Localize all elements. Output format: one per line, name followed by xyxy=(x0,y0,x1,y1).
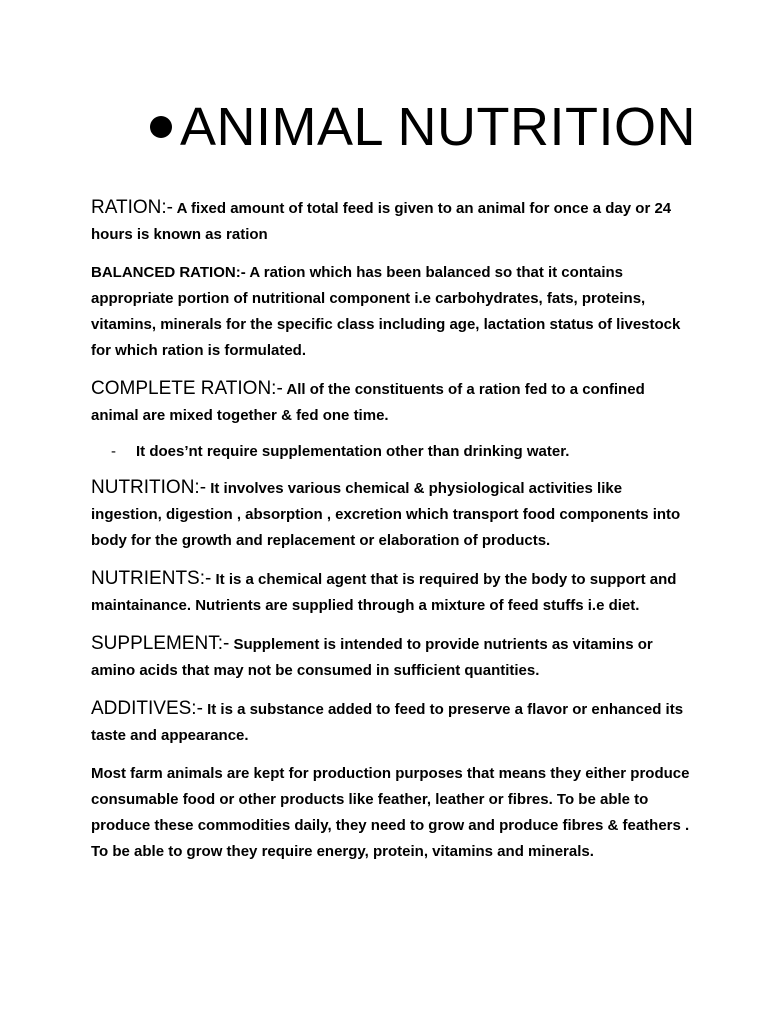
nutrients-text: It is a chemical agent that is required by the body to support and maintainance. Nutrients are supplied through a mixture of feed stuffs i.e diet. xyxy=(91,571,677,614)
supplement-term: SUPPLEMENT:- xyxy=(91,633,230,654)
title-bullet-icon xyxy=(150,116,172,138)
balanced-ration-term: BALANCED RATION:- xyxy=(91,264,246,281)
complete-ration-text: All of the constituents of a ration fed to a confined animal are mixed together & fed one time. xyxy=(91,381,645,424)
page-title xyxy=(150,97,697,157)
additives-text: It is a substance added to feed to preserve a flavor or enhanced its taste and appearance. xyxy=(91,701,684,744)
supplement-definition xyxy=(91,631,691,684)
balanced-ration-text: A ration which has been balanced so that it contains appropriate portion of nutritional component i.e carbohydrates, fats, proteins, vitamins, minerals for the specific class including age, lactation status of livestock for which ration is formulated. xyxy=(91,264,681,359)
complete-ration-bullet xyxy=(111,439,691,465)
nutrients-term: NUTRIENTS:- xyxy=(91,568,212,589)
balanced-ration-definition xyxy=(91,260,691,364)
nutrition-definition xyxy=(91,475,691,554)
nutrition-term: NUTRITION:- xyxy=(91,477,207,498)
complete-ration-bullet-text: It does’nt require supplementation other than drinking water. xyxy=(136,443,570,460)
ration-term: RATION:- xyxy=(91,197,173,218)
ration-definition xyxy=(91,195,691,248)
ration-text: A fixed amount of total feed is given to an animal for once a day or 24 hours is known as ration xyxy=(91,200,672,243)
complete-ration-definition xyxy=(91,376,691,429)
page-title-text: ANIMAL NUTRITION xyxy=(180,97,697,157)
closing-paragraph: Most farm animals are kept for production purposes that means they either produce consumable food or other products like feather, leather or fibres. To be able to produce these commodities daily, they need to grow and produce fibres & feathers . To be able to grow they require energy, protein, vitamins and minerals. xyxy=(91,765,690,860)
complete-ration-term: COMPLETE RATION:- xyxy=(91,378,283,399)
additives-term: ADDITIVES:- xyxy=(91,698,203,719)
nutrients-definition xyxy=(91,566,691,619)
document-body xyxy=(91,195,691,877)
dash-bullet-marker: - xyxy=(111,443,116,460)
nutrition-text: It involves various chemical & physiological activities like ingestion, digestion , absorption , excretion which transport food components into body for the growth and replacement or elaboration of products. xyxy=(91,480,681,549)
supplement-text: Supplement is intended to provide nutrients as vitamins or amino acids that may not be consumed in sufficient quantities. xyxy=(91,636,653,679)
additives-definition xyxy=(91,696,691,749)
